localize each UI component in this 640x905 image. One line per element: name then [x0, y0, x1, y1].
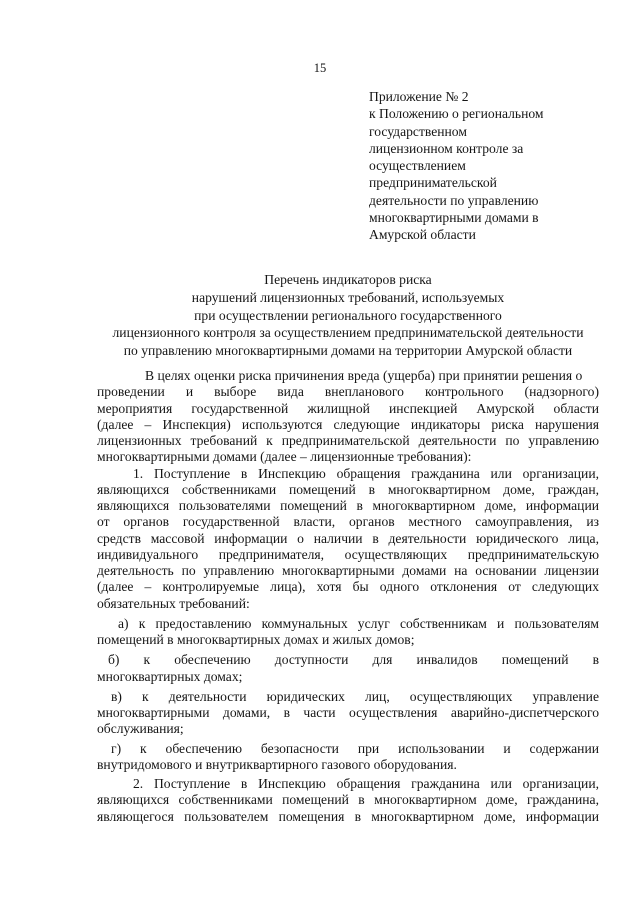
appendix-line: деятельности по управлению — [369, 192, 539, 208]
appendix-line: многоквартирными домами в — [369, 210, 539, 226]
appendix-line: осуществлением — [369, 158, 466, 174]
body-line: многоквартирных домах; — [97, 668, 243, 684]
body-line: проведении и выборе вида внепланового контрольного (надзорного) — [97, 384, 599, 400]
title-line: при осуществлении регионального государственного — [194, 307, 502, 323]
document-body — [97, 368, 599, 825]
body-line: от органов государственной власти, органов местного самоуправления, из — [97, 514, 599, 530]
body-line: 2. Поступление в Инспекцию обращения гражданина или организации, — [133, 776, 599, 791]
body-line: в) к деятельности юридических лиц, осуществляющих управление — [111, 688, 599, 704]
body-line: В целях оценки риска причинения вреда (ущерба) при принятии решения о — [145, 368, 583, 383]
appendix-header — [369, 88, 584, 244]
title-line: Перечень индикаторов риска — [264, 272, 432, 287]
body-line: обслуживания; — [97, 721, 184, 737]
body-line: 1. Поступление в Инспекцию обращения гражданина или организации, — [133, 465, 599, 481]
body-line: являющегося пользователем помещения в многоквартирном доме, информации — [97, 808, 599, 824]
title-line: нарушений лицензионных требований, используемых — [191, 289, 505, 305]
appendix-line: лицензионном контроле за — [369, 140, 524, 156]
body-line: внутридомового и внутриквартирного газового оборудования. — [97, 756, 457, 772]
body-line: деятельность по управлению многоквартирными домами на основании лицензии — [97, 563, 599, 578]
body-line: обязательных требований: — [97, 595, 250, 611]
body-line: (далее – Инспекция) используются следующие индикаторы риска нарушения — [97, 416, 599, 432]
body-line: являющихся пользователями помещений в многоквартирном доме, информации — [97, 498, 599, 513]
body-line: индивидуального предпринимателя, осуществляющих предпринимательскую — [97, 546, 599, 562]
title-line: по управлению многоквартирными домами на территории Амурской области — [123, 343, 573, 359]
body-line: средств массовой информации о наличии в деятельности юридического лица, — [97, 530, 599, 546]
body-line: помещений в многоквартирных домах и жилых домов; — [97, 632, 415, 647]
title-line: лицензионного контроля за осуществлением предпринимательской деятельности — [112, 325, 584, 341]
body-line: (далее – контролируемые лица), хотя бы одного отклонения от следующих — [97, 579, 599, 595]
body-line: б) к обеспечению доступности для инвалидов помещений в — [108, 652, 599, 668]
document-title — [85, 271, 611, 360]
appendix-line: Приложение № 2 — [369, 89, 469, 104]
body-line: являющихся собственниками помещений в многоквартирном доме, гражданина, — [97, 792, 599, 808]
page-number: 15 — [313, 61, 327, 75]
body-line: являющихся собственниками помещений в многоквартирном доме, граждан, — [97, 481, 599, 497]
body-line: а) к предоставлению коммунальных услуг собственникам и пользователям — [118, 615, 599, 631]
body-line: г) к обеспечению безопасности при использовании и содержании — [111, 740, 599, 756]
body-line: многоквартирными домами, в части осуществления аварийно-диспетчерского — [97, 705, 599, 720]
body-line: мероприятия государственной жилищной инспекцией Амурской области — [97, 400, 599, 416]
appendix-line: к Положению о региональном — [369, 106, 544, 122]
body-line: многоквартирными домами (далее – лицензионные требования): — [97, 449, 472, 465]
body-line: лицензионных требований к предпринимательской деятельности по управлению — [97, 433, 599, 448]
appendix-line: предпринимательской — [369, 175, 497, 191]
appendix-line: Амурской области — [369, 227, 476, 243]
appendix-line: государственном — [369, 123, 467, 139]
